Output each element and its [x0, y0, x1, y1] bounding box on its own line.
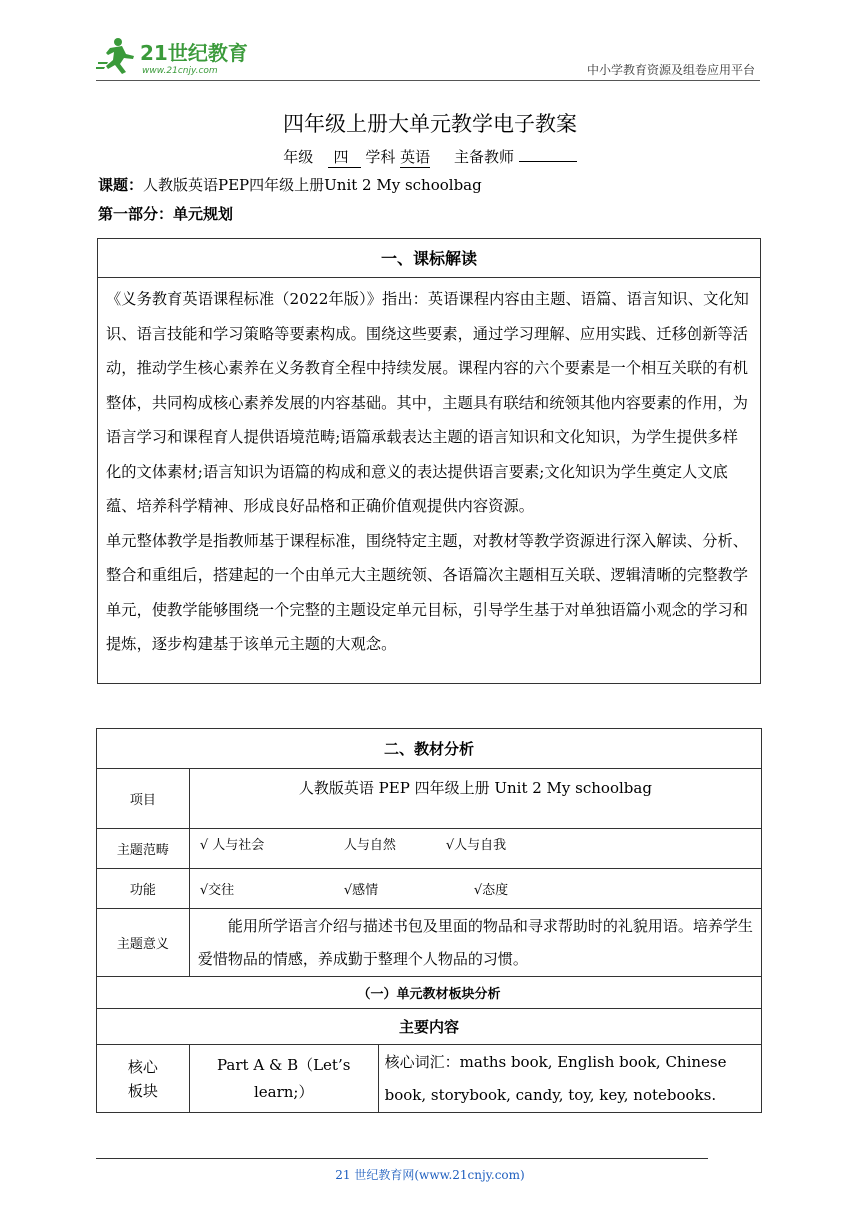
function-label: 功能: [97, 869, 190, 909]
theme-option-self: √人与自我: [445, 838, 507, 853]
main-content-heading: 主要内容: [97, 1009, 762, 1045]
part-title: 第一部分：单元规划: [98, 205, 234, 223]
core-module-label: [97, 1045, 190, 1113]
standards-body: [98, 278, 760, 662]
analysis-heading: 二、教材分析: [97, 729, 762, 769]
function-option-emotion: √感情: [343, 883, 379, 898]
footer-divider: [96, 1158, 708, 1159]
theme-options: [189, 829, 761, 869]
header-platform-text: 中小学教育资源及组卷应用平台: [586, 63, 755, 77]
textbook-analysis-table: [96, 728, 762, 1113]
theme-option-nature: 人与自然: [343, 838, 396, 853]
meta-line: [0, 146, 860, 168]
lesson-line: [98, 174, 482, 195]
theme-label: 主题范畴: [97, 829, 190, 869]
core-vocabulary: 核心词汇：maths book, English book, Chinese book, storybook, candy, toy, key, notebooks.: [378, 1045, 761, 1113]
meaning-value: 能用所学语言介绍与描述书包及里面的物品和寻求帮助时的礼貌用语。培养学生爱惜物品的情感，养成勤于整理个人物品的习惯。: [189, 909, 761, 977]
site-logo: [96, 36, 266, 78]
grade-value: 四: [328, 146, 361, 168]
teacher-blank: [519, 147, 577, 162]
theme-option-society: √ 人与社会: [199, 838, 265, 853]
core-label-line-2: 板块: [127, 1081, 158, 1100]
item-value: 人教版英语 PEP 四年级上册 Unit 2 My schoolbag: [189, 769, 761, 829]
standards-paragraph-1: 《义务教育英语课程标准（2022年版）》指出：英语课程内容由主题、语篇、语言知识、文化知识、语言技能和学习策略等要素构成。围绕这些要素，通过学习理解、应用实践、迁移创新等活动，推动学生核心素养在义务教育全程中持续发展。课程内容的六个要素是一个相互关联的有机整体，共同构成核心素养发展的内容基础。其中，主题具有联结和统领其他内容要素的作用，为语言学习和课程育人提供语境范畴;语篇承载表达主题的语言知识和文化知识，为学生提供多样化的文体素材;语言知识为语篇的构成和意义的表达提供语言要素;文化知识为学生奠定人文底蕴、培养科学精神、形成良好品格和正确价值观提供内容资源。: [106, 290, 749, 515]
core-label-line-1: 核心: [127, 1057, 158, 1076]
lesson-label: 课题：: [98, 176, 144, 194]
subject-value: 英语: [400, 148, 431, 166]
lesson-value: 人教版英语PEP四年级上册Unit 2 My schoolbag: [143, 176, 482, 194]
logo-url: www.21cnjy.com: [142, 66, 218, 76]
function-option-attitude: √态度: [473, 883, 509, 898]
grade-label: 年级: [283, 148, 314, 166]
meaning-label: 主题意义: [97, 909, 190, 977]
standards-heading: 一、课标解读: [98, 239, 760, 278]
teacher-label: 主备教师: [453, 148, 514, 166]
logo-text: 21世纪教育: [140, 41, 248, 65]
item-label: 项目: [97, 769, 190, 829]
core-part: Part A & B（Let’s learn;）: [189, 1045, 378, 1113]
footer-link[interactable]: 21 世纪教育网(www.21cnjy.com): [335, 1168, 525, 1182]
function-options: [189, 869, 761, 909]
function-option-communication: √交往: [199, 883, 235, 898]
header-divider: [96, 80, 760, 81]
module-analysis-heading: （一）单元教材板块分析: [97, 977, 762, 1009]
standards-paragraph-2: 单元整体教学是指教师基于课程标准，围绕特定主题，对教材等教学资源进行深入解读、分析、整合和重组后，搭建起的一个由单元大主题统领、各语篇次主题相互关联、逻辑清晰的完整教学单元，使教学能够围绕一个完整的主题设定单元目标，引导学生基于对单独语篇小观念的学习和提炼，逐步构建基于该单元主题的大观念。: [106, 531, 749, 653]
subject-label: 学科: [365, 148, 396, 166]
standards-box: [97, 238, 761, 684]
document-title: 四年级上册大单元教学电子教案: [283, 112, 577, 136]
